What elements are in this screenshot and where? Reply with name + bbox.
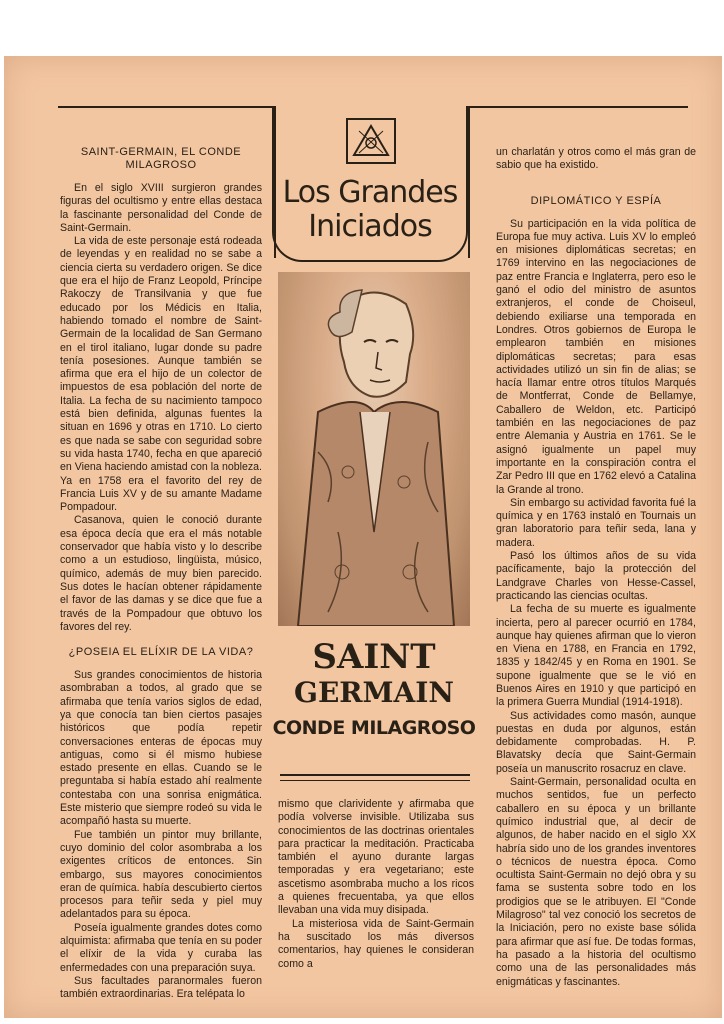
series-title-line2: Iniciados [308, 209, 432, 244]
section-heading: SAINT-GERMAIN, EL CONDE MILAGROSO [80, 146, 242, 171]
paragraph: Sus grandes conocimientos de historia asombraban a todos, al grado que se afirmaba que tenía varios siglos de edad, ya que conocía tan bien ciertos pasajes históricos que podía repetir conversaciones enteras de épocas muy antiguas, como si él mismo hubiese estado presente en ellas. Cuando se le preguntaba si había estado ahí realmente contestaba con una sonrisa enigmática. Este misterio que siempre rodeó su vida le acompañó hasta su muerte. [60, 669, 262, 828]
section-rule [280, 774, 470, 781]
paragraph: Saint-Germain, personalidad oculta en muchos sentidos, fue un perfecto caballero en su época y un brillante químico industrial que, al decir de algunos, de haber nacido en el siglo XX habría sido uno de los grandes inventores o técnicos de nuestra época. Como ocultista Saint-Germain no dejó obra y su fama se sustenta sobre todo en los prodigios que se le atribuyen. El "Conde Milagroso" tal vez conoció los secretos de la Iniciación, pero no existe base sólida para afirmar que así fue. De todas formas, ha pasado a la historia del ocultismo como una de las personalidades más enigmáticas y fascinantes. [496, 776, 696, 988]
section-heading: ¿POSEIA EL ELÍXIR DE LA VIDA? [68, 646, 254, 659]
series-title-line1: Los Grandes [282, 175, 458, 210]
paragraph: Sin embargo su actividad favorita fué la química y en 1763 instaló en Tournais un gran laboratorio para teñir seda, lana y madera. [496, 496, 696, 549]
paragraph: La fecha de su muerte es igualmente incierta, pero al parecer ocurrió en 1784, aunque hay quienes afirman que lo vieron en Viena en 1788, en Francia en 1792, 1835 y 1842/45 y en Roma en 1901. Se supone igualmente que se le vió en Buenos Aires en 1910 y que participó en la primera Guerra Mundial (1914-1918). [496, 603, 696, 709]
paragraph: Sus actividades como masón, aunque puestas en duda por algunos, están debidamente comprobadas. H. P. Blavatsky decía que Saint-Germain poseía un manuscrito rosacruz en clave. [496, 709, 696, 775]
masonic-emblem-icon [346, 118, 396, 164]
article-column-middle [278, 798, 474, 971]
paragraph: La vida de este personaje está rodeada de leyendas y en realidad no se sabe a ciencia cierta su verdadero origen. Se dice que era el hijo de Franz Leopold, Príncipe Rakoczy de Transilvania y que fue educado por los Médicis en Italia, habiendo tomado el nombre de Saint-Germain de la localidad de San Germano en el tirol italiano, lugar donde su padre tenía posesiones. Aunque también se afirma que era el hijo de un colector de impuestos de esa población del norte de Italia. La fecha de su nacimiento tampoco está bien definida, algunas fuentes la situan en 1696 y otras en 1710. Lo cierto es que nada se sabe con seguridad sobre su vida hasta 1740, fecha en que apareció en Viena haciendo amistad con la nobleza. Ya en 1758 era el favorito del rey de Francia Luis XV y de su amante Madame Pompadour. [60, 235, 262, 514]
paragraph: un charlatán y otros como el más gran de sabio que ha existido. [496, 146, 696, 172]
paragraph: mismo que clarividente y afirmaba que podía volverse invisible. Utilizaba sus conocimientos de las doctrinas orientales para practicar la meditación. Practicaba también el ayuno durante largas temporadas y era vegetariano; este ascetismo asombraba mucho a los ricos a quienes frecuentaba, ya que ellos llevaban una vida muy disipada. [278, 798, 474, 917]
paragraph: Pasó los últimos años de su vida pacíficamente, bajo la protección del Landgrave Charles von Hesse-Cassel, practicando las ciencias ocultas. [496, 550, 696, 602]
headline-saint: SAINT [312, 637, 436, 677]
article-column-right [496, 146, 696, 989]
paragraph: La misteriosa vida de Saint-Germain ha suscitado los más diversos comentarios, hay quienes le consideran como a [278, 917, 474, 970]
paragraph: En el siglo XVIII surgieron grandes figuras del ocultismo y entre ellas destaca la fascinante personalidad del Conde de Saint-Germain. [60, 182, 262, 234]
paragraph: Casanova, quien le conoció durante esa época decía que era el más notable conservador que había visto y lo describe como a un estudioso, lingüista, músico, químico, además de muy bien parecido. Sus dotes le hacían obtener rápidamente el favor de las damas y se dice que fue a través de la Pompadour que obtuvo los favores del rey. [60, 514, 262, 633]
paragraph: Fue también un pintor muy brillante, cuyo dominio del color asombraba a los exigentes críticos de entonces. Sin embargo, sus mayores conocimientos eran de química. había descubierto ciertos procesos para teñir seda y piel muy adelantados para su época. [60, 828, 262, 921]
paragraph: Su participación en la vida política de Europa fue muy activa. Luis XV lo empleó en misiones diplomáticas secretas; en 1769 intervino en las negociaciones de paz entre Francia e Inglaterra, pero eso le ganó el odio del ministro de asuntos extranjeros, el conde de Choiseul, debiendo exiliarse una temporada en Londres. Otros gobiernos de Europa le emplearon también en misiones diplomáticas secretas; para esas actividades utilizó un sin fin de alias; se hacía llamar entre otros títulos Marqués de Montferrat, Conde de Bellamye, Caballero de Weldon, etc. Participó también en las negociaciones de paz entre Alemania y Austria en 1761. Se le asignó igualmente un papel muy importante en la conspiración contra el Zar Pedro III que en 1762 elevó a Catalina la Grande al trono. [496, 217, 696, 496]
saint-germain-portrait [278, 272, 470, 626]
paragraph: Poseía igualmente grandes dotes como alquimista: afirmaba que tenía en su poder el elíxir de la vida y curaba las enfermedades con una preparación suya. [60, 921, 262, 974]
section-heading: DIPLOMÁTICO Y ESPÍA [530, 194, 662, 207]
paragraph: Sus facultades paranormales fueron también extraordinarias. Era telépata lo [60, 974, 262, 1001]
headline-germain: GERMAIN [294, 676, 454, 709]
series-title [276, 176, 464, 244]
article-column-left [60, 146, 262, 1002]
headline-subtitle: CONDE MILAGROSO [272, 717, 476, 739]
